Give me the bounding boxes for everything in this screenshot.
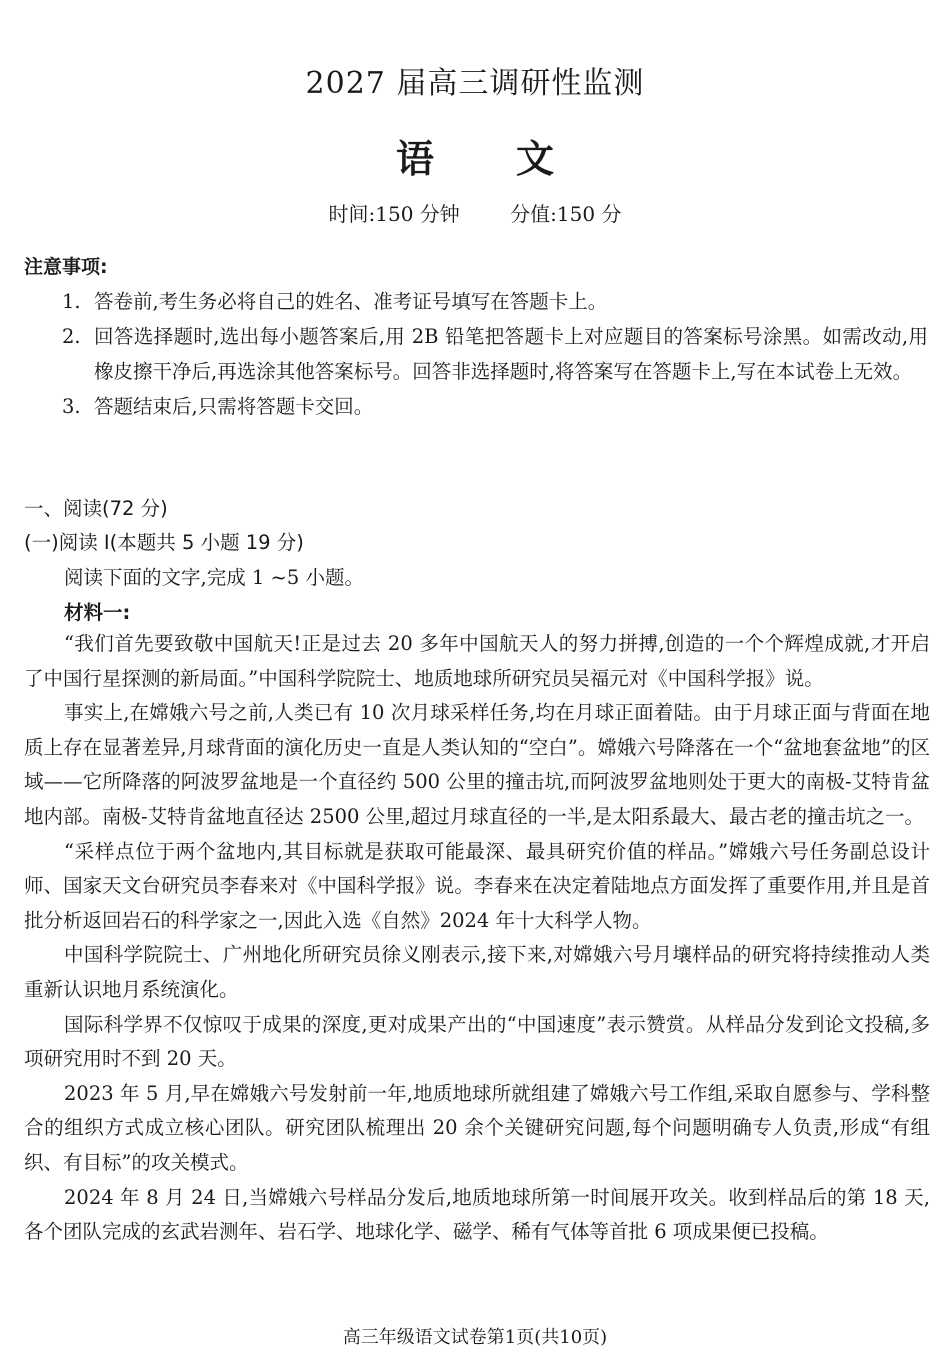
notice-heading: 注意事项: xyxy=(24,256,108,278)
notice-number: 3. xyxy=(62,395,81,418)
notice-item xyxy=(0,284,950,319)
exam-meta xyxy=(0,198,950,227)
exam-time: 时间:150 分钟 xyxy=(328,202,460,226)
exam-score: 分值:150 分 xyxy=(510,202,622,226)
notice-text: 答卷前,考生务必将自己的姓名、准考证号填写在答题卡上。 xyxy=(94,290,608,313)
exam-title: 2027 届高三调研性监测 xyxy=(305,66,645,101)
passage-paragraph: “采样点位于两个盆地内,其目标就是获取可能最深、最具研究价值的样品。”嫦娥六号任务副总设计师、国家天文台研究员李春来对《中国科学报》说。李春来在决定着陆地点方面发挥了重要作用,并且是首批分析返回岩石的科学家之一,因此入选《自然》2024 年十大科学人物。 xyxy=(24,839,930,932)
notice-text: 回答选择题时,选出每小题答案后,用 2B 铅笔把答题卡上对应题目的答案标号涂黑。如需改动,用橡皮擦干净后,再选涂其他答案标号。回答非选择题时,将答案写在答题卡上,写在本试卷上无效。 xyxy=(94,325,928,383)
subsection-heading: (一)阅读 I(本题共 5 小题 19 分) xyxy=(24,531,304,554)
notice-item xyxy=(0,389,950,424)
notice-item xyxy=(0,319,950,389)
subject-title: 语文 xyxy=(395,136,636,181)
passage-paragraph: “我们首先要致敬中国航天!正是过去 20 多年中国航天人的努力拼搏,创造的一个个辉煌成就,才开启了中国行星探测的新局面。”中国科学院院士、地质地球所研究员吴福元对《中国科学报》说。 xyxy=(24,632,930,690)
section-heading: 一、阅读(72 分) xyxy=(24,497,168,520)
material-label: 材料一: xyxy=(64,601,131,624)
notice-text: 答题结束后,只需将答题卡交回。 xyxy=(94,395,374,418)
page-footer: 高三年级语文试卷第1页(共10页) xyxy=(342,1327,608,1348)
passage-paragraph: 2023 年 5 月,早在嫦娥六号发射前一年,地质地球所就组建了嫦娥六号工作组,采取自愿参与、学科整合的组织方式成立核心团队。研究团队梳理出 20 余个关键研究问题,每个问题明确专人负责,形成“有组织、有目标”的攻关模式。 xyxy=(24,1081,930,1174)
reading-passage xyxy=(24,627,930,1250)
passage-paragraph: 事实上,在嫦娥六号之前,人类已有 10 次月球采样任务,均在月球正面着陆。由于月球正面与背面在地质上存在显著差异,月球背面的演化历史一直是人类认知的“空白”。嫦娥六号降落在一个“盆地套盆地”的区域——它所降落的阿波罗盆地是一个直径约 500 公里的撞击坑,而阿波罗盆地则处于更大的南极-艾特肯盆地内部。南极-艾特肯盆地直径达 2500 公里,超过月球直径的一半,是太阳系最大、最古老的撞击坑之一。 xyxy=(24,701,930,828)
notice-number: 1. xyxy=(62,290,81,313)
instruction-text: 阅读下面的文字,完成 1 ~5 小题。 xyxy=(64,566,364,589)
notice-number: 2. xyxy=(62,325,81,348)
passage-paragraph: 中国科学院院士、广州地化所研究员徐义刚表示,接下来,对嫦娥六号月壤样品的研究将持续推动人类重新认识地月系统演化。 xyxy=(24,943,930,1001)
passage-paragraph: 国际科学界不仅惊叹于成果的深度,更对成果产出的“中国速度”表示赞赏。从样品分发到论文投稿,多项研究用时不到 20 天。 xyxy=(24,1012,930,1071)
notice-list xyxy=(0,284,950,424)
passage-paragraph: 2024 年 8 月 24 日,当嫦娥六号样品分发后,地质地球所第一时间展开攻关。收到样品后的第 18 天,各个团队完成的玄武岩测年、岩石学、地球化学、磁学、稀有气体等首批 6 项成果便已投稿。 xyxy=(24,1185,930,1244)
